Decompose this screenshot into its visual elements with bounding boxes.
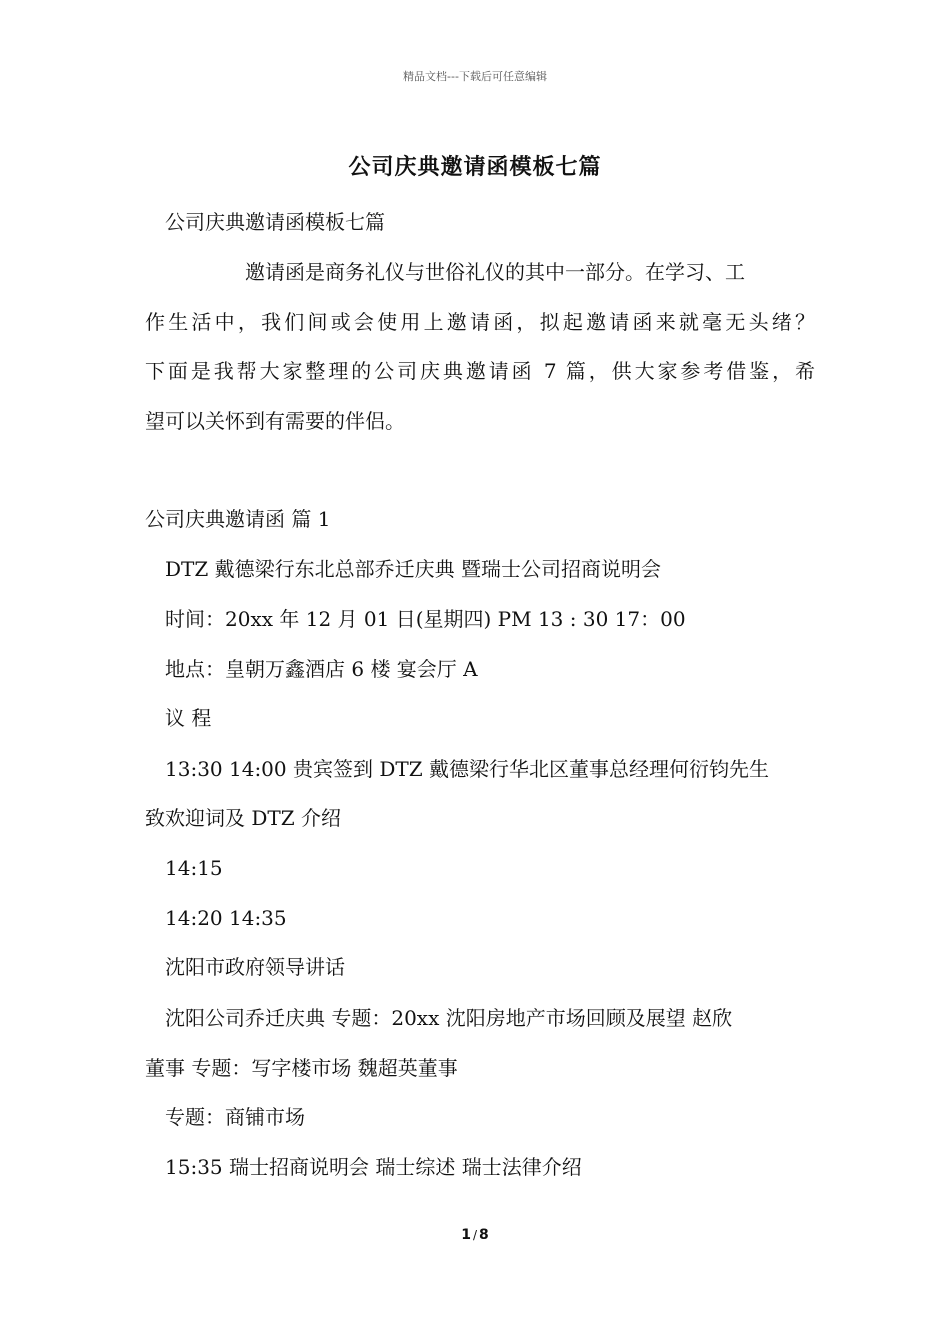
body-line-5: 13:30 14:00 贵宾签到 DTZ 戴德梁行华北区董事总经理何衍钧先生 xyxy=(165,757,769,781)
intro-line-3: 下面是我帮大家整理的公司庆典邀请函 7 篇，供大家参考借鉴，希 xyxy=(145,359,815,383)
page-header: 精品文档---下载后可任意编辑 xyxy=(403,70,547,83)
page-separator: / xyxy=(472,1228,478,1242)
body-line-9: 沈阳市政府领导讲话 xyxy=(165,955,345,979)
body-line-3: 地点：皇朝万鑫酒店 6 楼 宴会厅 A xyxy=(165,657,478,681)
page-total: 8 xyxy=(479,1227,489,1243)
page-current: 1 xyxy=(461,1227,471,1243)
body-line-2: 时间：20xx 年 12 月 01 日(星期四) PM 13 : 30 17：00 xyxy=(165,607,686,631)
intro-line-2: 作生活中，我们间或会使用上邀请函，拟起邀请函来就毫无头绪？ xyxy=(145,310,815,334)
intro-line-4: 望可以关怀到有需要的伴侣。 xyxy=(145,409,405,433)
body-line-11: 董事 专题：写字楼市场 魏超英董事 xyxy=(145,1056,458,1080)
body-line-6: 致欢迎词及 DTZ 介绍 xyxy=(145,806,341,830)
page-number xyxy=(0,1227,950,1243)
subtitle: 公司庆典邀请函模板七篇 xyxy=(165,210,385,234)
body-line-7: 14:15 xyxy=(165,856,223,880)
body-line-10: 沈阳公司乔迁庆典 专题：20xx 沈阳房地产市场回顾及展望 赵欣 xyxy=(165,1006,733,1030)
section-heading: 公司庆典邀请函 篇 1 xyxy=(145,507,331,531)
body-line-13: 15:35 瑞士招商说明会 瑞士综述 瑞士法律介绍 xyxy=(165,1155,582,1179)
body-line-4: 议 程 xyxy=(165,706,212,730)
intro-line-1: 邀请函是商务礼仪与世俗礼仪的其中一部分。在学习、工 xyxy=(245,260,745,284)
body-line-12: 专题：商铺市场 xyxy=(165,1105,305,1129)
body-line-1: DTZ 戴德梁行东北总部乔迁庆典 暨瑞士公司招商说明会 xyxy=(165,557,661,581)
body-line-8: 14:20 14:35 xyxy=(165,906,287,930)
document-title: 公司庆典邀请函模板七篇 xyxy=(348,154,602,180)
